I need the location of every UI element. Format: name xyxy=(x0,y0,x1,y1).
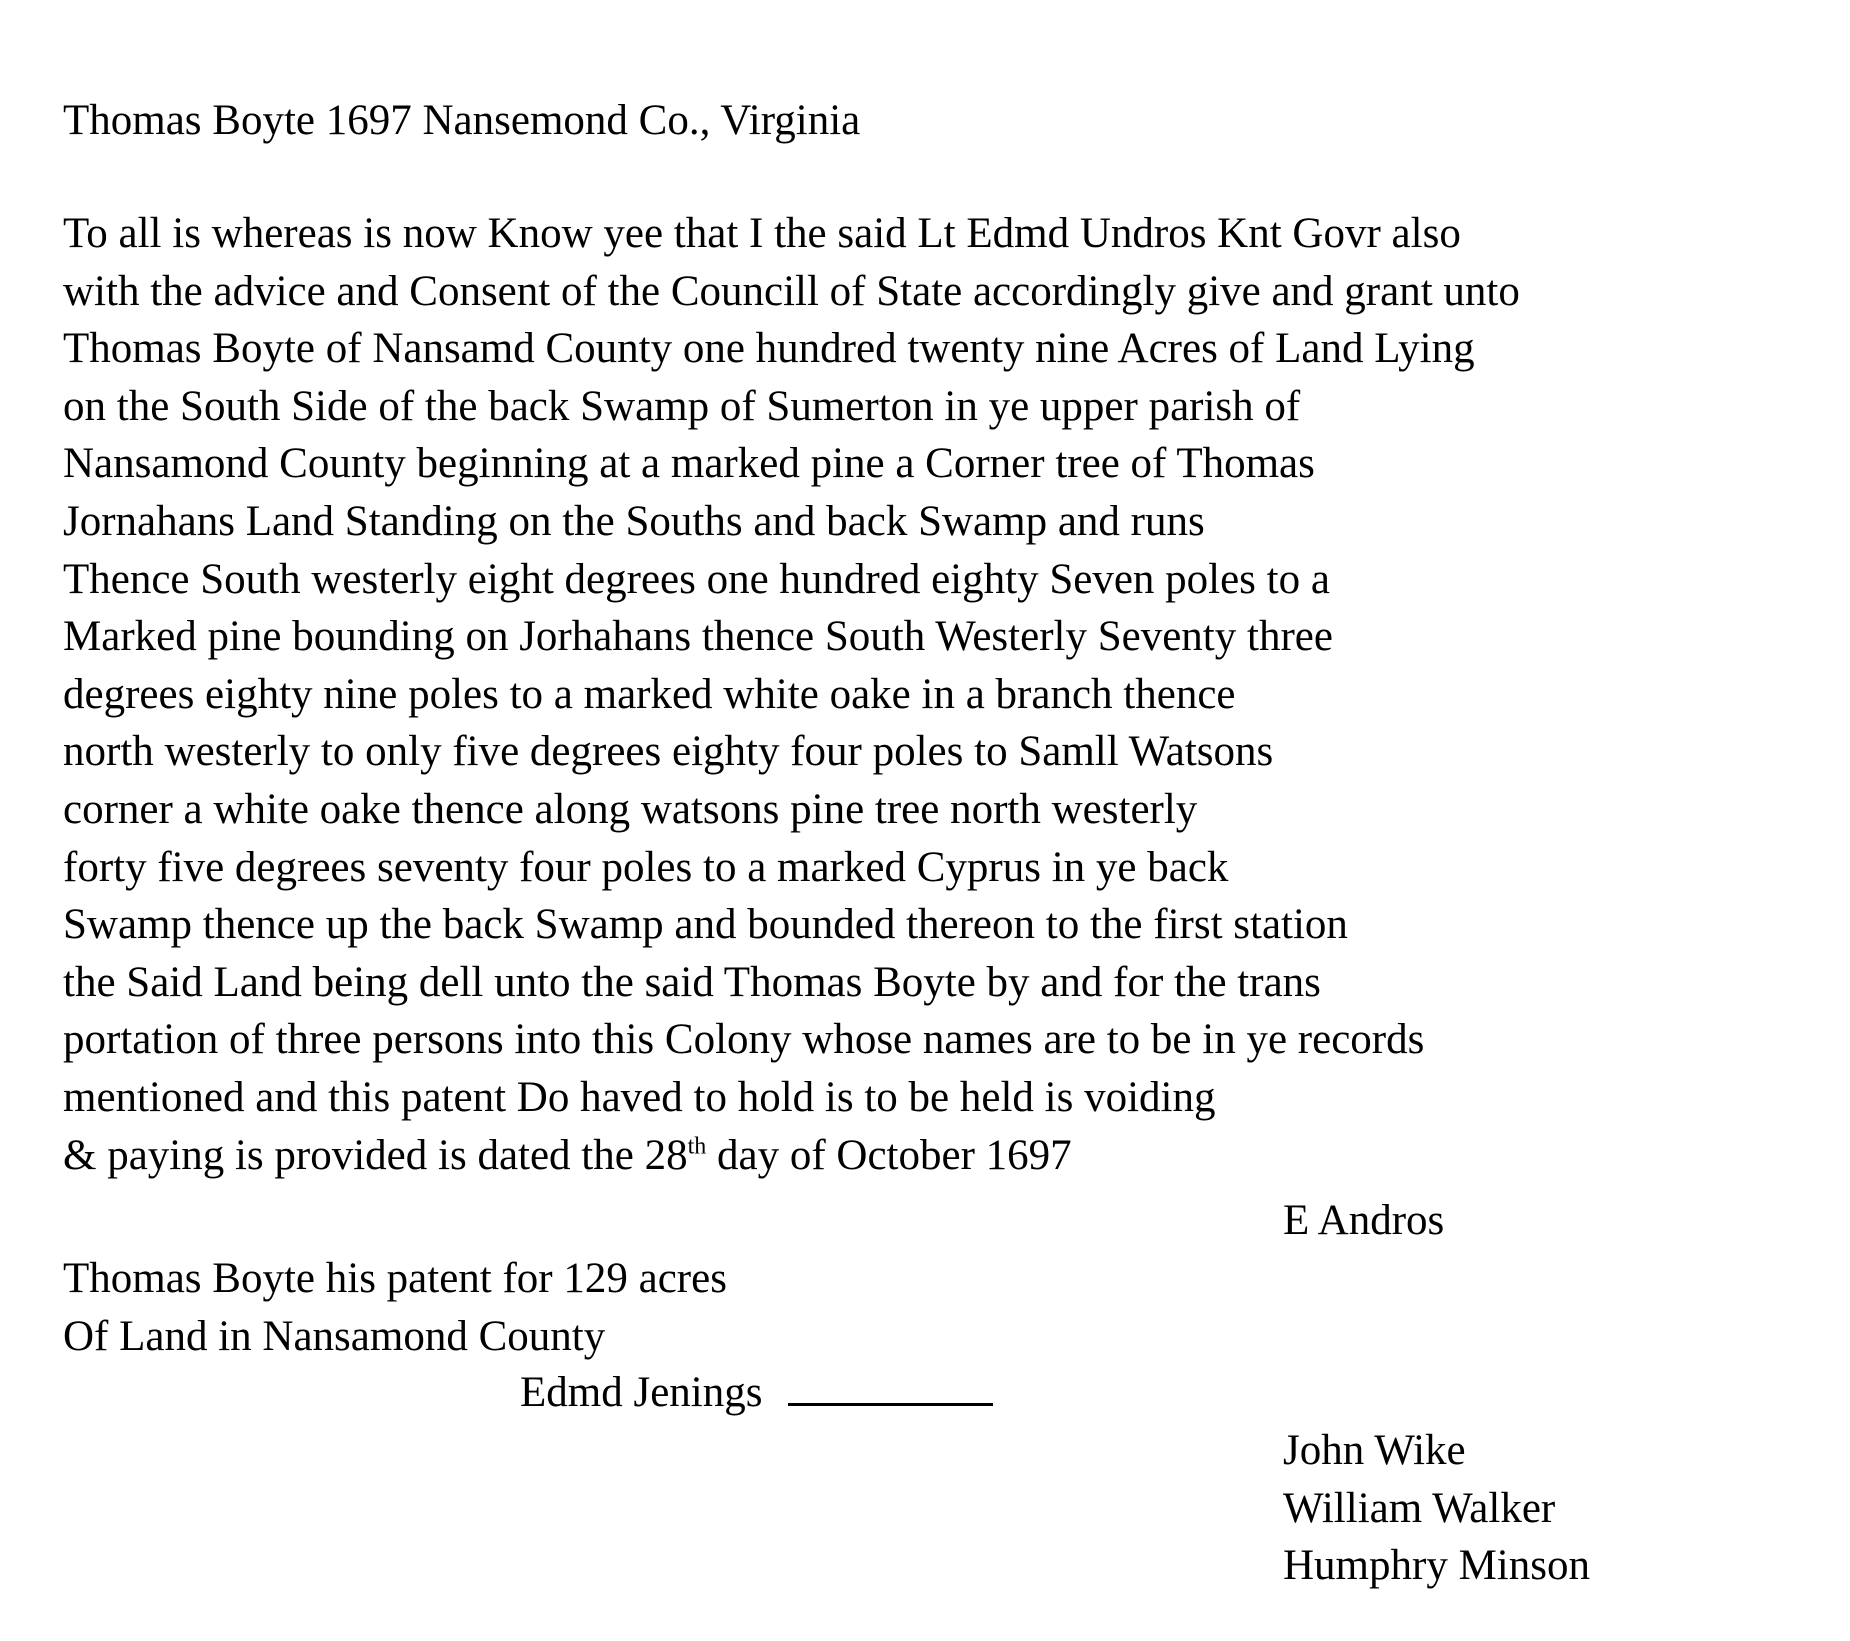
witness-name: Humphry Minson xyxy=(1283,1542,1590,1590)
body-line: on the South Side of the back Swamp of Sumerton in ye upper parish of xyxy=(63,382,1301,430)
body-line: Thence South westerly eight degrees one hundred eighty Seven poles to a xyxy=(63,555,1330,603)
body-line: Jornahans Land Standing on the Souths and back Swamp and runs xyxy=(63,497,1205,545)
body-line: Swamp thence up the back Swamp and bounded thereon to the first station xyxy=(63,901,1348,949)
endorsement xyxy=(63,1250,727,1365)
body-line: with the advice and Consent of the Councill of State accordingly give and grant unto xyxy=(63,267,1520,315)
body-line: the Said Land being dell unto the said Thomas Boyte by and for the trans xyxy=(63,958,1321,1006)
body-line: To all is whereas is now Know yee that I the said Lt Edmd Undros Knt Govr also xyxy=(63,210,1461,257)
signer-name: E Andros xyxy=(1283,1197,1445,1244)
body-line: north westerly to only five degrees eighty four poles to Samll Watsons xyxy=(63,728,1274,776)
date-line-start: & paying is provided is dated the 28 xyxy=(63,1131,688,1179)
body-line: Marked pine bounding on Jorhahans thence South Westerly Seventy three xyxy=(63,613,1333,661)
patent-body xyxy=(63,205,1520,1184)
body-line: forty five degrees seventy four poles to a marked Cyprus in ye back xyxy=(63,843,1229,891)
body-line: portation of three persons into this Colony whose names are to be in ye records xyxy=(63,1016,1425,1064)
date-line-end: day of October 1697 xyxy=(706,1131,1072,1179)
endorsement-line: Thomas Boyte his patent for 129 acres xyxy=(63,1255,727,1302)
witness-name: William Walker xyxy=(1283,1484,1556,1532)
body-line: mentioned and this patent Do haved to hold is to be held is voiding xyxy=(63,1073,1216,1121)
endorsement-line: Of Land in Nansamond County xyxy=(63,1312,606,1360)
body-line: degrees eighty nine poles to a marked white oake in a branch thence xyxy=(63,670,1236,718)
witness-list xyxy=(1283,1422,1590,1595)
clerk-name: Edmd Jenings xyxy=(520,1369,763,1416)
date-ordinal-suffix: th xyxy=(687,1133,707,1160)
body-line: Thomas Boyte of Nansamd County one hundred twenty nine Acres of Land Lying xyxy=(63,325,1475,373)
signature-blank-line xyxy=(788,1369,993,1406)
clerk-signature xyxy=(520,1364,993,1422)
date-line xyxy=(63,1127,1520,1185)
witness-name: John Wike xyxy=(1283,1427,1466,1474)
body-line: Nansamond County beginning at a marked pine a Corner tree of Thomas xyxy=(63,440,1315,488)
document-title: Thomas Boyte 1697 Nansemond Co., Virginia xyxy=(63,97,861,144)
body-line: corner a white oake thence along watsons pine tree north westerly xyxy=(63,785,1198,833)
